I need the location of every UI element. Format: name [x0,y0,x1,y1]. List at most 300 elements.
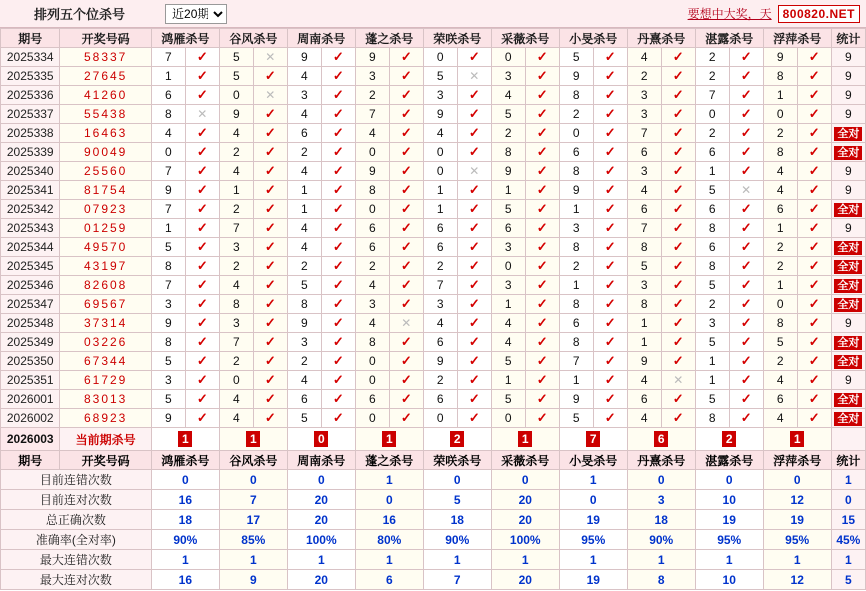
cell-kill-number: 3 [287,86,321,105]
check-icon: ✓ [729,86,763,105]
cell-kill-number: 6 [695,200,729,219]
cell-kill-number: 6 [627,200,661,219]
table-row [1,67,866,86]
cell-kill-number: 3 [695,314,729,333]
cell-kill-number: 8 [151,257,185,276]
cell-current-kill [491,428,559,451]
check-icon: ✓ [457,333,491,352]
check-icon: ✓ [593,314,627,333]
cell-kill-number: 3 [151,371,185,390]
cell-kill-number: 9 [287,48,321,67]
cell-kill-number: 4 [219,409,253,428]
cell-issue: 2026001 [1,390,60,409]
cell-kill-number: 8 [559,333,593,352]
table-row [1,162,866,181]
cross-icon: ✕ [457,67,491,86]
check-icon: ✓ [525,257,559,276]
summary-label: 最大连错次数 [1,550,152,570]
check-icon: ✓ [321,124,355,143]
all-correct-badge: 全对 [834,146,862,160]
check-icon: ✓ [525,333,559,352]
check-icon: ✓ [389,238,423,257]
check-icon: ✓ [797,86,831,105]
check-icon: ✓ [185,200,219,219]
check-icon: ✓ [185,162,219,181]
check-icon: ✓ [797,48,831,67]
check-icon: ✓ [797,105,831,124]
check-icon: ✓ [525,219,559,238]
cell-kill-number: 1 [627,333,661,352]
cell-issue: 2025346 [1,276,60,295]
table-row [1,48,866,67]
cell-current-kill [627,428,695,451]
cell-open-numbers: 55438 [60,105,151,124]
all-correct-badge: 全对 [834,412,862,426]
summary-value: 17 [219,510,287,530]
check-icon: ✓ [525,409,559,428]
check-icon: ✓ [185,238,219,257]
cell-kill-number: 3 [151,295,185,314]
check-icon: ✓ [253,295,287,314]
check-icon: ✓ [797,238,831,257]
check-icon: ✓ [457,48,491,67]
cell-kill-number: 1 [627,314,661,333]
cell-kill-number: 3 [355,67,389,86]
check-icon: ✓ [253,200,287,219]
cell-kill-number: 6 [491,219,525,238]
check-icon: ✓ [185,48,219,67]
cell-kill-number: 6 [627,390,661,409]
check-icon: ✓ [729,219,763,238]
check-icon: ✓ [729,352,763,371]
summary-value: 8 [627,570,695,590]
check-icon: ✓ [321,200,355,219]
cell-open-numbers: 83013 [60,390,151,409]
cell-kill-number: 7 [627,124,661,143]
check-icon: ✓ [457,371,491,390]
check-icon: ✓ [185,295,219,314]
check-icon: ✓ [389,124,423,143]
cell-kill-number: 8 [695,257,729,276]
check-icon: ✓ [253,371,287,390]
cell-kill-number: 0 [355,143,389,162]
summary-value: 1 [151,550,219,570]
check-icon: ✓ [457,390,491,409]
cell-kill-number: 2 [219,143,253,162]
cell-kill-number: 5 [151,352,185,371]
check-icon: ✓ [185,409,219,428]
cell-open-numbers: 37314 [60,314,151,333]
cell-kill-number: 4 [219,124,253,143]
check-icon: ✓ [525,371,559,390]
cell-kill-number: 7 [151,200,185,219]
cell-stat [831,409,865,428]
cell-stat [831,200,865,219]
cell-kill-number: 6 [423,238,457,257]
col-header-issue: 期号 [1,29,60,48]
cell-kill-number: 4 [763,162,797,181]
cell-kill-number: 2 [491,124,525,143]
cell-kill-number: 8 [695,219,729,238]
cell-stat [831,390,865,409]
cell-kill-number: 2 [695,124,729,143]
summary-value: 90% [151,530,219,550]
cell-kill-number: 5 [491,105,525,124]
check-icon: ✓ [797,124,831,143]
cell-stat: 9 [831,86,865,105]
promo-link[interactable]: 要想中大奖，天 [687,7,772,21]
cell-issue: 2025350 [1,352,60,371]
summary-value: 1 [559,470,627,490]
cell-kill-number: 7 [151,48,185,67]
cell-kill-number: 9 [559,390,593,409]
cell-kill-number: 5 [151,238,185,257]
cell-kill-number: 8 [559,86,593,105]
summary-row [1,490,866,510]
cell-kill-number: 2 [695,48,729,67]
check-icon: ✓ [253,124,287,143]
kill-number-badge: 1 [518,431,532,447]
cell-kill-number: 3 [287,333,321,352]
cell-open-numbers: 41260 [60,86,151,105]
summary-value: 0 [627,470,695,490]
summary-stat: 1 [831,470,865,490]
cell-kill-number: 9 [355,48,389,67]
check-icon: ✓ [389,295,423,314]
check-icon: ✓ [729,371,763,390]
check-icon: ✓ [457,238,491,257]
check-icon: ✓ [253,143,287,162]
check-icon: ✓ [321,276,355,295]
cell-kill-number: 2 [763,352,797,371]
table-row [1,352,866,371]
summary-value: 0 [355,490,423,510]
check-icon: ✓ [661,409,695,428]
summary-value: 3 [627,490,695,510]
cell-issue: 2025344 [1,238,60,257]
check-icon: ✓ [797,314,831,333]
cell-open-numbers: 49570 [60,238,151,257]
cell-kill-number: 6 [287,390,321,409]
summary-value: 0 [287,470,355,490]
cell-kill-number: 3 [627,276,661,295]
check-icon: ✓ [593,124,627,143]
cell-kill-number: 1 [559,200,593,219]
cell-current-kill [695,428,763,451]
check-icon: ✓ [525,200,559,219]
summary-row [1,470,866,490]
cell-open-numbers: 67344 [60,352,151,371]
cell-kill-number: 8 [559,238,593,257]
check-icon: ✓ [593,371,627,390]
check-icon: ✓ [729,314,763,333]
check-icon: ✓ [593,409,627,428]
check-icon: ✓ [593,352,627,371]
cell-kill-number: 5 [695,333,729,352]
check-icon: ✓ [797,409,831,428]
summary-value: 19 [559,570,627,590]
cell-kill-number: 0 [423,409,457,428]
check-icon: ✓ [797,390,831,409]
cell-issue: 2025334 [1,48,60,67]
cell-kill-number: 3 [491,67,525,86]
table-row [1,371,866,390]
cell-open-numbers: 81754 [60,181,151,200]
check-icon: ✓ [253,352,287,371]
ad-badge[interactable]: 800820.NET [778,5,860,23]
cell-kill-number: 8 [151,105,185,124]
cell-kill-number: 0 [695,105,729,124]
cell-open-numbers: 61729 [60,371,151,390]
cell-kill-number: 6 [423,390,457,409]
cell-kill-number: 1 [151,219,185,238]
check-icon: ✓ [729,143,763,162]
cell-kill-number: 1 [287,200,321,219]
cross-icon: ✕ [185,105,219,124]
summary-value: 95% [695,530,763,550]
cell-kill-number: 0 [423,162,457,181]
cell-kill-number: 1 [763,86,797,105]
cell-kill-number: 1 [423,181,457,200]
check-icon: ✓ [185,124,219,143]
cell-kill-number: 4 [627,409,661,428]
cell-kill-number: 8 [355,333,389,352]
check-icon: ✓ [457,276,491,295]
col-header-xiaomin: 小旻杀号 [559,29,627,48]
summary-value: 1 [763,550,831,570]
col-header-total: 统计 [831,29,865,48]
check-icon: ✓ [525,48,559,67]
cell-kill-number: 9 [151,181,185,200]
check-icon: ✓ [185,143,219,162]
cell-kill-number: 3 [423,295,457,314]
cell-kill-number: 6 [423,219,457,238]
cell-kill-number: 4 [355,276,389,295]
check-icon: ✓ [797,333,831,352]
summary-row [1,510,866,530]
cell-kill-number: 8 [695,409,729,428]
summary-label: 目前连对次数 [1,490,152,510]
cell-current-kill [559,428,627,451]
cell-kill-number: 6 [151,86,185,105]
summary-value: 90% [423,530,491,550]
cell-kill-number: 0 [763,295,797,314]
cell-kill-number: 3 [627,86,661,105]
check-icon: ✓ [253,67,287,86]
sum-col-header-gufeng: 谷风杀号 [219,451,287,470]
cell-kill-number: 0 [355,200,389,219]
cross-icon: ✕ [253,48,287,67]
cell-kill-number: 4 [491,86,525,105]
cell-kill-number: 4 [763,409,797,428]
check-icon: ✓ [525,105,559,124]
cell-kill-number: 6 [559,143,593,162]
cell-kill-number: 2 [763,238,797,257]
cell-kill-number: 7 [695,86,729,105]
check-icon: ✓ [729,162,763,181]
check-icon: ✓ [661,238,695,257]
all-correct-badge: 全对 [834,355,862,369]
check-icon: ✓ [661,276,695,295]
cell-kill-number: 0 [559,124,593,143]
summary-row [1,570,866,590]
kill-number-badge: 1 [178,431,192,447]
cell-stat [831,257,865,276]
cell-kill-number: 4 [287,238,321,257]
cell-kill-number: 6 [287,124,321,143]
summary-value: 1 [423,550,491,570]
table-row [1,200,866,219]
check-icon: ✓ [457,105,491,124]
cell-kill-number: 8 [627,238,661,257]
cell-stat [831,333,865,352]
sum-col-header-total: 统计 [831,451,865,470]
cell-stat [831,295,865,314]
kill-number-badge: 7 [586,431,600,447]
check-icon: ✓ [525,86,559,105]
cell-issue: 2025349 [1,333,60,352]
check-icon: ✓ [797,371,831,390]
cell-kill-number: 4 [491,333,525,352]
cell-open-numbers: 03226 [60,333,151,352]
all-correct-badge: 全对 [834,393,862,407]
cell-current-kill [151,428,219,451]
summary-value: 20 [491,510,559,530]
check-icon: ✓ [185,352,219,371]
cross-icon: ✕ [253,86,287,105]
check-icon: ✓ [321,105,355,124]
summary-value: 19 [695,510,763,530]
kill-number-table [0,28,866,590]
check-icon: ✓ [525,238,559,257]
check-icon: ✓ [389,162,423,181]
cell-current-kill [763,428,831,451]
cell-kill-number: 8 [627,295,661,314]
cell-stat [831,238,865,257]
cell-kill-number: 3 [423,86,457,105]
check-icon: ✓ [729,105,763,124]
check-icon: ✓ [593,333,627,352]
check-icon: ✓ [729,276,763,295]
cell-kill-number: 2 [355,86,389,105]
cell-kill-number: 2 [355,257,389,276]
cell-kill-number: 5 [287,276,321,295]
col-header-danxi: 丹熹杀号 [627,29,695,48]
cell-kill-number: 7 [219,219,253,238]
cell-kill-number: 7 [151,162,185,181]
cell-kill-number: 8 [151,333,185,352]
cell-kill-number: 7 [355,105,389,124]
cell-kill-number: 2 [423,257,457,276]
cell-kill-number: 9 [627,352,661,371]
summary-value: 95% [763,530,831,550]
summary-value: 18 [423,510,491,530]
summary-label: 准确率(全对率) [1,530,152,550]
cell-kill-number: 8 [763,314,797,333]
cell-open-numbers: 01259 [60,219,151,238]
cell-kill-number: 4 [219,276,253,295]
cell-open-numbers: 90049 [60,143,151,162]
cell-kill-number: 4 [355,314,389,333]
cell-kill-number: 1 [151,67,185,86]
table-row [1,390,866,409]
cell-kill-number: 4 [423,314,457,333]
cell-stat: 9 [831,67,865,86]
cell-kill-number: 7 [219,333,253,352]
cross-icon: ✕ [389,314,423,333]
summary-value: 16 [151,490,219,510]
period-select[interactable] [165,4,227,24]
cell-kill-number: 9 [423,352,457,371]
cell-stat: 9 [831,371,865,390]
summary-value: 19 [559,510,627,530]
cell-kill-number: 8 [491,143,525,162]
col-header-hongyan: 鸿雁杀号 [151,29,219,48]
check-icon: ✓ [321,409,355,428]
check-icon: ✓ [593,200,627,219]
check-icon: ✓ [457,295,491,314]
summary-value: 90% [627,530,695,550]
check-icon: ✓ [525,276,559,295]
check-icon: ✓ [593,48,627,67]
check-icon: ✓ [321,238,355,257]
cell-issue: 2025343 [1,219,60,238]
check-icon: ✓ [185,276,219,295]
check-icon: ✓ [253,105,287,124]
cell-kill-number: 2 [219,200,253,219]
check-icon: ✓ [253,333,287,352]
cell-kill-number: 5 [695,181,729,200]
check-icon: ✓ [661,295,695,314]
summary-value: 20 [287,570,355,590]
cell-kill-number: 2 [695,295,729,314]
check-icon: ✓ [457,124,491,143]
check-icon: ✓ [253,276,287,295]
cell-current-kill [219,428,287,451]
check-icon: ✓ [457,200,491,219]
check-icon: ✓ [185,314,219,333]
cell-kill-number: 5 [763,333,797,352]
cell-open-numbers: 07923 [60,200,151,219]
cell-kill-number: 2 [287,257,321,276]
cell-kill-number: 4 [151,124,185,143]
check-icon: ✓ [797,295,831,314]
cell-kill-number: 1 [763,276,797,295]
all-correct-badge: 全对 [834,127,862,141]
cell-kill-number: 5 [695,390,729,409]
cell-stat: 9 [831,181,865,200]
summary-value: 20 [287,510,355,530]
check-icon: ✓ [389,352,423,371]
check-icon: ✓ [525,352,559,371]
check-icon: ✓ [321,86,355,105]
cell-open-numbers: 58337 [60,48,151,67]
check-icon: ✓ [797,276,831,295]
cell-kill-number: 3 [355,295,389,314]
cell-issue: 2025348 [1,314,60,333]
check-icon: ✓ [593,67,627,86]
cell-kill-number: 1 [491,295,525,314]
period-select-wrap [165,4,227,24]
cell-kill-number: 4 [423,124,457,143]
cell-issue: 2025345 [1,257,60,276]
check-icon: ✓ [321,67,355,86]
check-icon: ✓ [661,257,695,276]
summary-value: 9 [219,570,287,590]
sum-col-header-open: 开奖号码 [60,451,151,470]
cell-kill-number: 4 [627,371,661,390]
check-icon: ✓ [389,86,423,105]
